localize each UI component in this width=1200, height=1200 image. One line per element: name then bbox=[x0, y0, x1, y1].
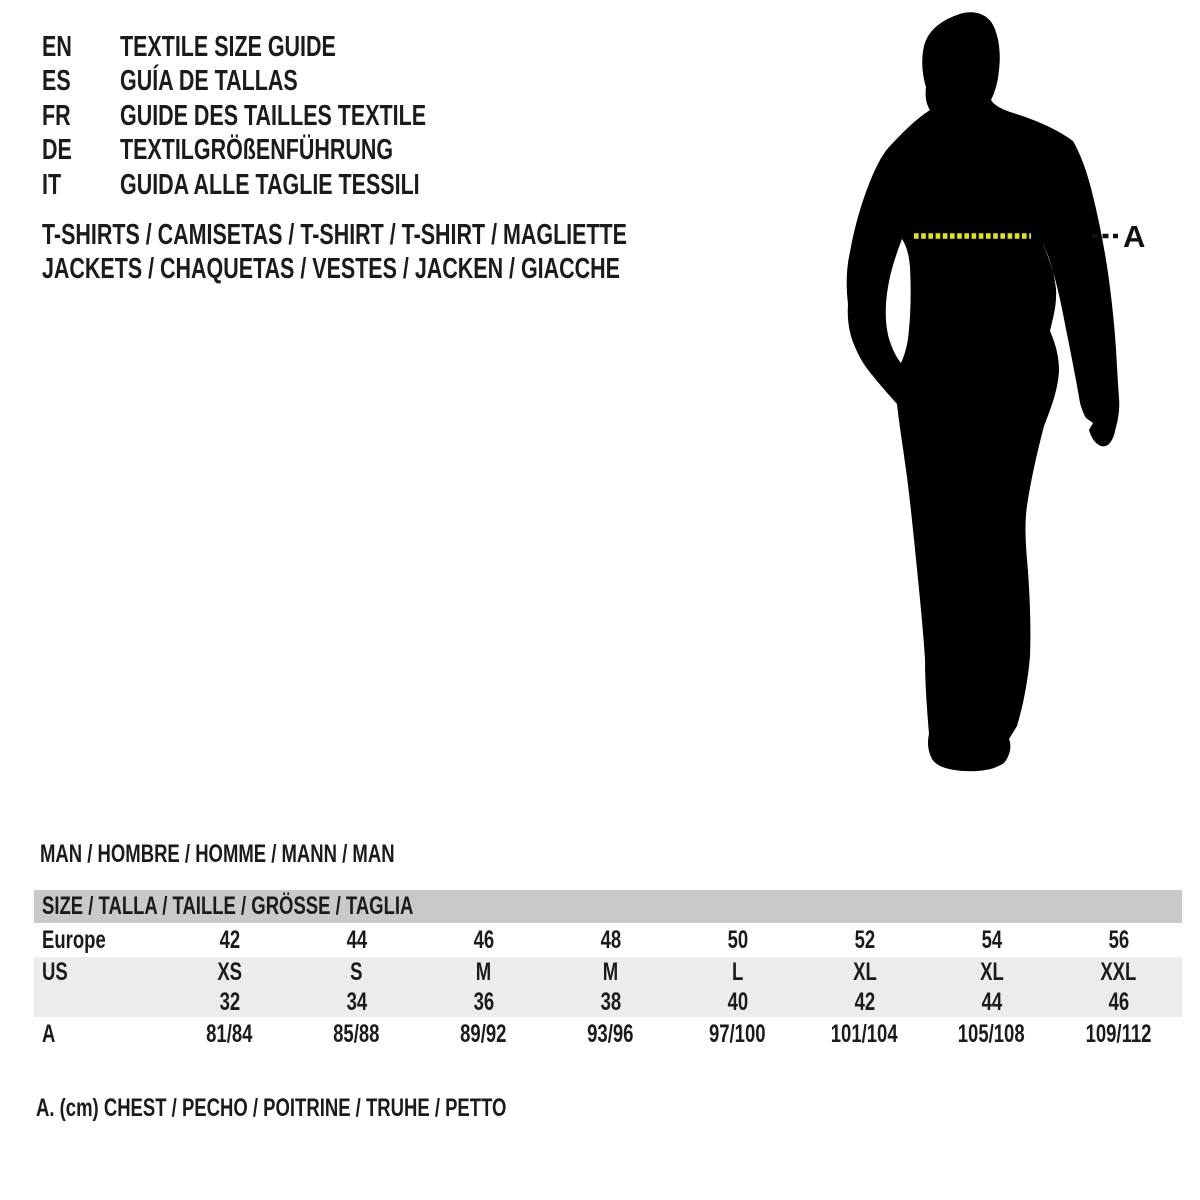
language-title: GUIDE DES TAILLES TEXTILE bbox=[120, 100, 427, 132]
size-cell: S bbox=[350, 957, 363, 986]
size-cell: 36 bbox=[473, 987, 494, 1016]
language-code bbox=[42, 136, 120, 165]
size-cell: 44 bbox=[981, 987, 1002, 1016]
size-cell: 109/112 bbox=[1085, 1019, 1152, 1048]
language-row bbox=[42, 67, 360, 96]
size-table bbox=[34, 890, 1182, 1051]
language-code bbox=[42, 102, 120, 131]
measure-label-a: A bbox=[1123, 219, 1146, 254]
language-code-text: DE bbox=[42, 134, 72, 166]
row-label: A bbox=[42, 1019, 56, 1048]
table-header-text: SIZE / TALLA / TAILLE / GRÖSSE / TAGLIA bbox=[42, 892, 414, 920]
language-code bbox=[42, 33, 120, 62]
table-row-europe bbox=[34, 923, 1182, 957]
size-cell: 44 bbox=[346, 925, 367, 954]
section-title bbox=[40, 840, 519, 868]
language-row bbox=[42, 136, 489, 165]
category-line-tshirts bbox=[42, 220, 833, 250]
row-label: US bbox=[42, 957, 68, 986]
man-figure bbox=[830, 0, 1200, 800]
size-cell: 97/100 bbox=[709, 1019, 766, 1048]
size-cell: 56 bbox=[1108, 925, 1129, 954]
size-cell: XS bbox=[217, 957, 242, 986]
size-cell: M bbox=[602, 957, 619, 986]
size-cell: 46 bbox=[1108, 987, 1129, 1016]
size-cell: 105/108 bbox=[958, 1019, 1025, 1048]
category-line-jackets bbox=[42, 254, 823, 284]
size-cell: 50 bbox=[727, 925, 748, 954]
language-code-text: FR bbox=[42, 100, 71, 132]
size-cell: 93/96 bbox=[587, 1019, 634, 1048]
size-cell: 52 bbox=[854, 925, 875, 954]
language-title: GUIDA ALLE TAGLIE TESSILI bbox=[120, 169, 420, 201]
language-row bbox=[42, 102, 534, 131]
size-cell: M bbox=[475, 957, 492, 986]
language-title: TEXTILGRÖßENFÜHRUNG bbox=[120, 134, 394, 166]
man-silhouette-svg bbox=[830, 0, 1200, 800]
language-code bbox=[42, 171, 120, 200]
man-silhouette bbox=[847, 12, 1120, 771]
size-cell: 34 bbox=[346, 987, 367, 1016]
size-cell: 32 bbox=[219, 987, 240, 1016]
language-code bbox=[42, 67, 120, 96]
language-row bbox=[42, 171, 525, 200]
category-text: T-SHIRTS / CAMISETAS / T-SHIRT / T-SHIRT / MAGLIETTE bbox=[42, 219, 627, 251]
size-cell: XXL bbox=[1100, 957, 1137, 986]
language-title: GUÍA DE TALLAS bbox=[120, 65, 298, 97]
size-cell: 40 bbox=[727, 987, 748, 1016]
table-row-numeric bbox=[34, 987, 1182, 1017]
size-cell: 54 bbox=[981, 925, 1002, 954]
language-code-text: ES bbox=[42, 65, 71, 97]
language-row bbox=[42, 33, 412, 62]
row-label: Europe bbox=[42, 925, 106, 954]
table-row-chest bbox=[34, 1017, 1182, 1051]
size-cell: 101/104 bbox=[831, 1019, 898, 1048]
size-cell: L bbox=[731, 957, 744, 986]
size-cell: 85/88 bbox=[333, 1019, 380, 1048]
size-cell: XL bbox=[979, 957, 1004, 986]
language-title: TEXTILE SIZE GUIDE bbox=[120, 31, 336, 63]
language-code-text: IT bbox=[42, 169, 62, 201]
size-cell: 48 bbox=[600, 925, 621, 954]
size-cell: 81/84 bbox=[206, 1019, 253, 1048]
row-label bbox=[34, 988, 166, 1017]
table-row-us bbox=[34, 957, 1182, 987]
footnote bbox=[36, 1093, 672, 1123]
size-cell: 42 bbox=[854, 987, 875, 1016]
size-cell: 42 bbox=[219, 925, 240, 954]
category-text: JACKETS / CHAQUETAS / VESTES / JACKEN / GIACCHE bbox=[42, 253, 620, 285]
size-cell: 89/92 bbox=[460, 1019, 507, 1048]
size-cell: 46 bbox=[473, 925, 494, 954]
table-header bbox=[34, 890, 1182, 923]
language-code-text: EN bbox=[42, 31, 72, 63]
size-cell: 38 bbox=[600, 987, 621, 1016]
size-cell: XL bbox=[852, 957, 877, 986]
footnote-text: A. (cm) CHEST / PECHO / POITRINE / TRUHE / PETTO bbox=[36, 1094, 507, 1122]
section-title-text: MAN / HOMBRE / HOMME / MANN / MAN bbox=[40, 840, 395, 868]
